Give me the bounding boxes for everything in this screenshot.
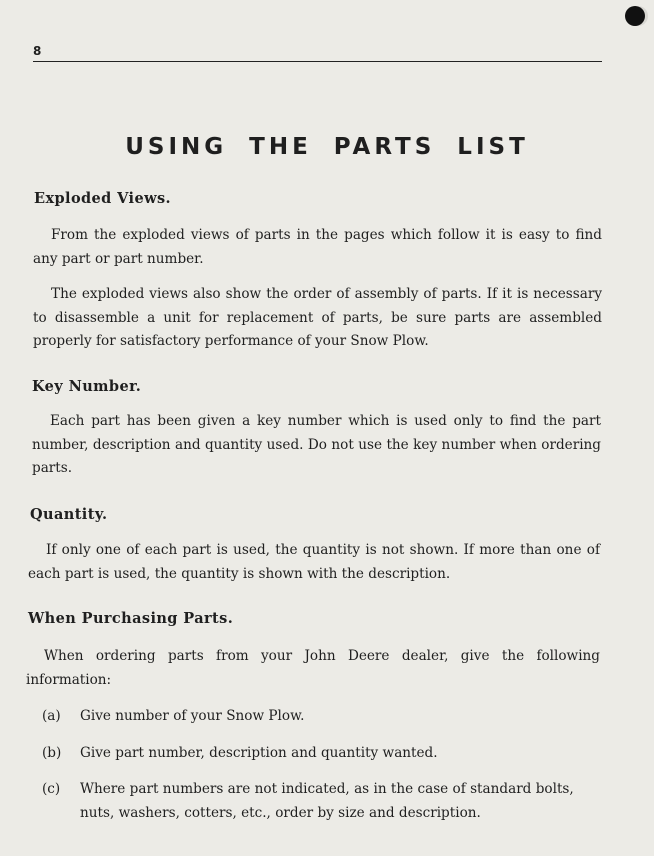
list-item-text: Where part numbers are not indicated, as in the case of standard bolts, nuts, washers, cotters, etc., order by size and description. bbox=[80, 781, 574, 821]
paragraph-purchasing-parts: When ordering parts from your John Deere dealer, give the following information: bbox=[26, 648, 600, 688]
paragraph-exploded-views-1: From the exploded views of parts in the pages which follow it is easy to find any part or part number. bbox=[33, 227, 602, 267]
section-heading-key-number: Key Number. bbox=[32, 378, 142, 395]
section-heading-purchasing-parts: When Purchasing Parts. bbox=[28, 610, 234, 627]
list-item-letter: (c) bbox=[42, 781, 61, 797]
page-title: USING THE PARTS LIST bbox=[125, 134, 529, 160]
paragraph-key-number: Each part has been given a key number which is used only to find the part number, description and quantity used. Do not use the key number when ordering parts. bbox=[32, 413, 601, 476]
list-item-letter: (a) bbox=[42, 708, 61, 724]
list-item-text: Give number of your Snow Plow. bbox=[80, 708, 305, 724]
section-heading-quantity: Quantity. bbox=[30, 506, 108, 523]
paragraph-exploded-views-2: The exploded views also show the order of assembly of parts. If it is necessary to disassemble a unit for replacement of parts, be sure parts are assembled properly for satisfactory performance of your Snow Plow. bbox=[33, 286, 602, 349]
punch-hole bbox=[625, 6, 645, 26]
header-rule bbox=[33, 61, 602, 62]
section-heading-exploded-views: Exploded Views. bbox=[34, 190, 171, 207]
paragraph-quantity: If only one of each part is used, the quantity is not shown. If more than one of each part is used, the quantity is shown with the description. bbox=[28, 542, 600, 582]
list-item-text: Give part number, description and quantity wanted. bbox=[80, 745, 438, 761]
list-item-letter: (b) bbox=[42, 745, 62, 761]
page-number: 8 bbox=[33, 44, 42, 58]
